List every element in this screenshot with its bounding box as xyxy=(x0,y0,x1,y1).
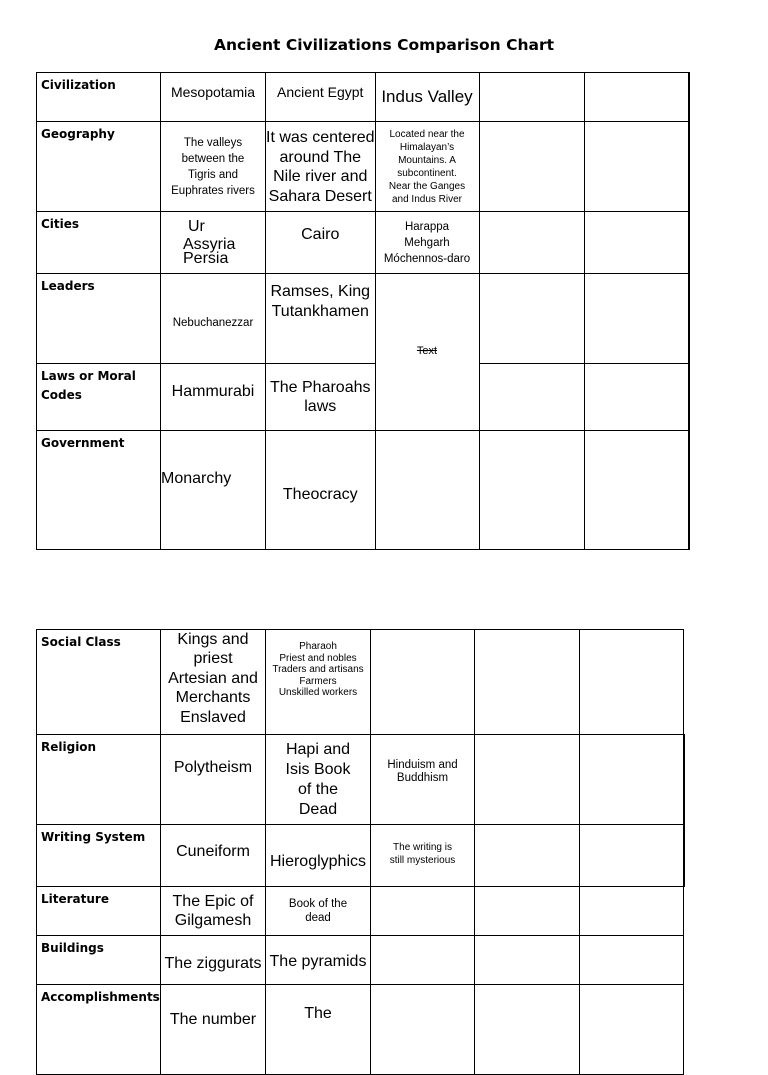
cell-leaders-egypt: Ramses, King Tutankhamen xyxy=(266,274,376,364)
cell-social-mesopotamia: Kings and priest Artesian and Merchants Enslaved xyxy=(161,630,266,735)
row-header-religion: Religion xyxy=(37,735,161,825)
table-row xyxy=(37,212,690,274)
row-header-social-class: Social Class xyxy=(37,630,161,735)
row-header-literature: Literature xyxy=(37,887,161,936)
table-row xyxy=(37,735,685,825)
row-header-leaders: Leaders xyxy=(37,274,161,364)
row-header-cities: Cities xyxy=(37,212,161,274)
cell-religion-indus: Hinduism and Buddhism xyxy=(371,735,475,825)
table-row xyxy=(37,887,685,936)
row-header-government: Government xyxy=(37,431,161,550)
cell-leaders-mesopotamia: Nebuchanezzar xyxy=(161,274,266,364)
cell-buildings-egypt: The pyramids xyxy=(266,936,371,985)
cell-cities-mesopotamia: Ur Assyria Persia xyxy=(161,212,266,274)
table-row xyxy=(37,364,690,431)
cell-government-egypt: Theocracy xyxy=(266,431,376,550)
row-header-civilization: Civilization xyxy=(37,73,161,122)
civ-header-empty xyxy=(479,73,584,122)
cell-geography-indus: Located near the Himalayan’s Mountains. A subcontinent. Near the Ganges and Indus River xyxy=(375,122,479,212)
cell-social-egypt: Pharaoh Priest and nobles Traders and artisans Farmers Unskilled workers xyxy=(266,630,371,735)
page-title: Ancient Civilizations Comparison Chart xyxy=(213,36,555,54)
cell-accomplishments-mesopotamia: The number xyxy=(161,985,266,1075)
civ-header-mesopotamia: Mesopotamia xyxy=(161,73,266,122)
table-row xyxy=(37,630,685,735)
table-row xyxy=(37,825,685,887)
cell-geography-mesopotamia: The valleys between the Tigris and Euphrates rivers xyxy=(161,122,266,212)
cell-government-mesopotamia: Monarchy xyxy=(161,431,266,550)
row-header-writing-system: Writing System xyxy=(37,825,161,887)
table-row xyxy=(37,985,685,1075)
table-row xyxy=(37,431,690,550)
table-row xyxy=(37,274,690,364)
cell-literature-mesopotamia: The Epic of Gilgamesh xyxy=(161,887,266,936)
row-header-accomplishments: Accomplishments xyxy=(37,985,161,1075)
civ-header-empty xyxy=(688,73,689,122)
table-row xyxy=(37,73,690,122)
cell-laws-indus-text: Text xyxy=(375,274,479,431)
cell-religion-mesopotamia: Polytheism xyxy=(161,735,266,825)
comparison-table-2 xyxy=(36,629,685,1075)
cell-writing-egypt: Hieroglyphics xyxy=(266,825,371,887)
cell-religion-egypt: Hapi and Isis Book of the Dead xyxy=(266,735,371,825)
cell-cities-indus: Harappa Mehgarh Móchennos-daro xyxy=(375,212,479,274)
cell-writing-indus: The writing is still mysterious xyxy=(371,825,475,887)
cell-accomplishments-egypt: The xyxy=(266,985,371,1075)
cell-buildings-mesopotamia: The ziggurats xyxy=(161,936,266,985)
cell-laws-mesopotamia: Hammurabi xyxy=(161,364,266,431)
table-row xyxy=(37,122,690,212)
row-header-buildings: Buildings xyxy=(37,936,161,985)
cell-cities-egypt: Cairo xyxy=(266,212,376,274)
civ-header-egypt: Ancient Egypt xyxy=(266,73,376,122)
cell-geography-egypt: It was centered around The Nile river and Sahara Desert xyxy=(266,122,376,212)
cell-laws-egypt: The Pharoahs laws xyxy=(266,364,376,431)
cell-literature-egypt: Book of the dead xyxy=(266,887,371,936)
row-header-geography: Geography xyxy=(37,122,161,212)
cell-writing-mesopotamia: Cuneiform xyxy=(161,825,266,887)
civ-header-empty xyxy=(584,73,688,122)
civ-header-indus: Indus Valley xyxy=(375,73,479,122)
comparison-table-1 xyxy=(36,72,690,550)
row-header-laws: Laws or Moral Codes xyxy=(37,364,161,431)
table-row xyxy=(37,936,685,985)
